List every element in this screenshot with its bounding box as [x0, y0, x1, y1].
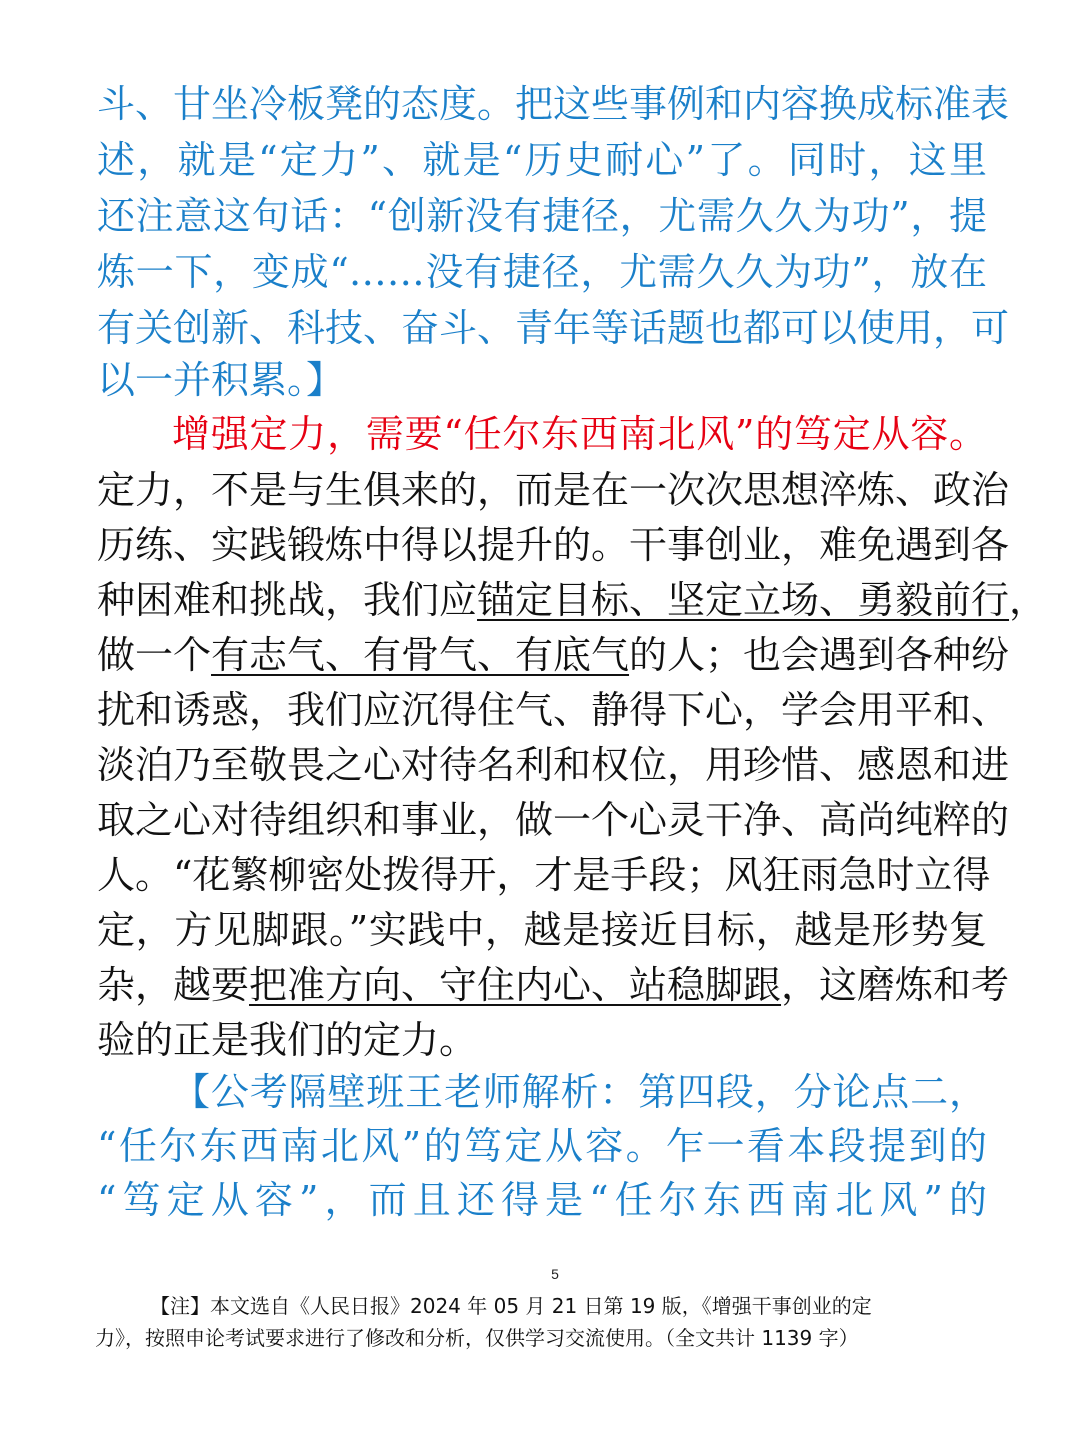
text-line: 有关创新、科技、奋斗、青年等话题也都可以使用，可	[97, 306, 1010, 350]
footnote-line: 【注】本文选自《人民日报》2024 年 05 月 21 日第 19 版，《增强干事创业的定	[150, 1294, 872, 1318]
text-line	[97, 572, 1048, 628]
text-line: 扰和诱惑，我们应沉得住气、静得下心，学会用平和、	[97, 688, 1010, 732]
text-line: 炼一下，变成“……没有捷径，尤需久久为功”，放在	[97, 250, 987, 294]
text-line	[97, 957, 1010, 1013]
text-line: 述，就是“定力”、就是“历史耐心”了。同时，这里	[97, 138, 987, 182]
text-line: 人。“花繁柳密处拨得开，才是手段；风狂雨急时立得	[97, 853, 991, 897]
text-line	[97, 627, 1010, 683]
text-line: “任尔东西南北风”的笃定从容。乍一看本段提到的	[97, 1124, 987, 1168]
underlined-phrase: 有志气、有骨气、有底气	[211, 633, 630, 677]
text-line: 验的正是我们的定力。	[97, 1018, 478, 1062]
text-line: 定，方见脚跟。”实践中，越是接近目标，越是形势复	[97, 908, 987, 952]
text-line: 以一并积累。】	[97, 358, 345, 402]
footnote-line: 力》，按照申论考试要求进行了修改和分析，仅供学习交流使用。（全文共计 1139 字）	[95, 1326, 859, 1350]
text-line: 定力，不是与生俱来的，而是在一次次思想淬炼、政治	[97, 468, 1010, 512]
text-line: 【公考隔壁班王老师解析：第四段，分论点二，	[172, 1070, 987, 1114]
text-span: ，	[1009, 578, 1048, 622]
text-span: ，这磨炼和考	[781, 963, 1010, 1007]
underlined-phrase: 锚定目标、坚定立场、勇毅前行	[477, 578, 1010, 622]
text-span: 种困难和挑战，我们应	[97, 578, 478, 622]
text-span: 杂，越要	[97, 963, 250, 1007]
text-line: 淡泊乃至敬畏之心对待名利和权位，用珍惜、感恩和进	[97, 743, 1010, 787]
text-line: 历练、实践锻炼中得以提升的。干事创业，难免遇到各	[97, 523, 1010, 567]
text-line: “笃定从容”，而且还得是“任尔东西南北风”的	[97, 1178, 987, 1222]
text-span: 做一个	[97, 633, 212, 677]
text-line: 取之心对待组织和事业，做一个心灵干净、高尚纯粹的	[97, 798, 1010, 842]
section-heading: 增强定力，需要“任尔东西南北风”的笃定从容。	[172, 412, 987, 456]
text-line: 还注意这句话：“创新没有捷径，尤需久久为功”，提	[97, 194, 987, 238]
underlined-phrase: 把准方向、守住内心、站稳脚跟	[249, 963, 782, 1007]
text-span: 的人；也会遇到各种纷	[629, 633, 1010, 677]
text-line: 斗、甘坐冷板凳的态度。把这些事例和内容换成标准表	[97, 82, 1010, 126]
page-number: 5	[551, 1266, 559, 1282]
